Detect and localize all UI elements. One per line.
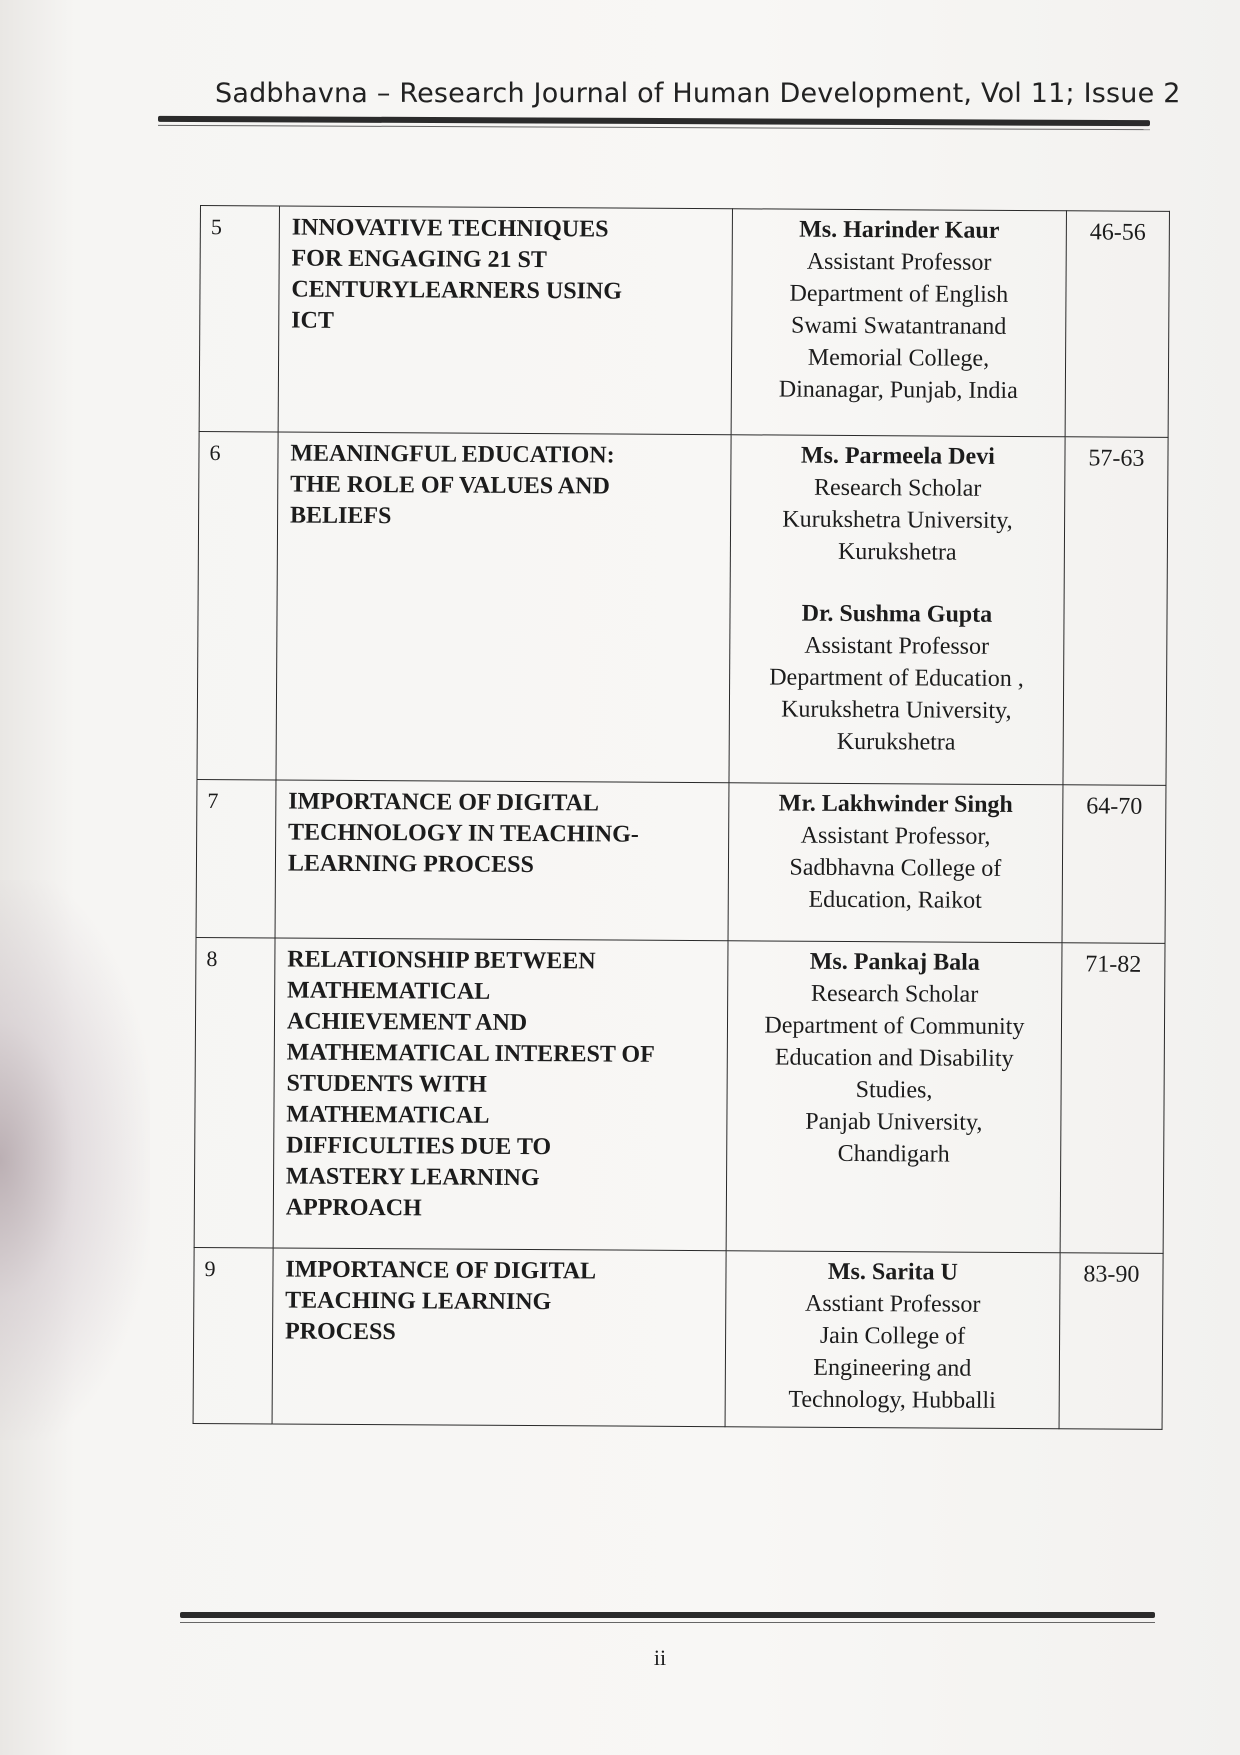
contents-row bbox=[199, 206, 1169, 438]
entry-title-line: FOR ENGAGING 21 ST bbox=[291, 245, 548, 274]
header-rule-thin bbox=[158, 125, 1150, 130]
author-gap bbox=[735, 567, 1060, 599]
entry-title bbox=[273, 1248, 726, 1350]
entry-title-line: PROCESS bbox=[284, 1318, 396, 1346]
author-name: Dr. Sushma Gupta bbox=[801, 600, 993, 628]
entry-authors-cell bbox=[725, 1251, 1060, 1429]
contents-row bbox=[194, 937, 1165, 1253]
author-affiliation-line: Research Scholar bbox=[810, 980, 979, 1008]
footer-rule bbox=[180, 1612, 1155, 1618]
entry-title-line: INNOVATIVE TECHNIQUES bbox=[291, 214, 609, 243]
entry-pages-cell bbox=[1062, 785, 1166, 944]
entry-title bbox=[279, 206, 732, 339]
entry-title-line: MATHEMATICAL INTEREST OF bbox=[286, 1039, 655, 1068]
entry-authors bbox=[726, 1251, 1060, 1427]
author-affiliation-line: Department of Community bbox=[764, 1012, 1025, 1041]
author-affiliation-line: Jain College of bbox=[819, 1322, 966, 1350]
entry-number-cell bbox=[193, 1247, 273, 1423]
entry-number: 7 bbox=[207, 788, 219, 814]
contents-row bbox=[197, 431, 1168, 785]
entry-page-range: 83-90 bbox=[1083, 1261, 1140, 1288]
author-affiliation-line: Department of Education , bbox=[769, 664, 1024, 693]
contents-row bbox=[196, 779, 1166, 943]
author-affiliation-line: Kurukshetra bbox=[837, 538, 957, 566]
entry-page-range: 64-70 bbox=[1086, 793, 1143, 820]
contents-row bbox=[193, 1247, 1163, 1429]
page-edge-shadow bbox=[0, 880, 150, 1440]
author-affiliation-line: Education, Raikot bbox=[808, 886, 982, 914]
entry-title-line: MASTERY LEARNING bbox=[285, 1163, 540, 1192]
entry-title-line: RELATIONSHIP BETWEEN bbox=[287, 946, 596, 975]
entry-title-line: IMPORTANCE OF DIGITAL bbox=[285, 1256, 597, 1285]
entry-title-cell bbox=[278, 206, 733, 435]
entry-title-line: MEANINGFUL EDUCATION: bbox=[290, 440, 615, 469]
entry-title-line: BELIEFS bbox=[289, 502, 392, 530]
author-affiliation-line: Memorial College, bbox=[807, 344, 990, 372]
entry-authors-cell bbox=[726, 941, 1062, 1253]
author-name: Mr. Lakhwinder Singh bbox=[778, 790, 1013, 818]
author-affiliation-line: Panjab University, bbox=[805, 1108, 983, 1136]
entry-title-line: TECHNOLOGY IN TEACHING- bbox=[287, 819, 639, 848]
author-affiliation-line: Swami Swatantranand bbox=[790, 312, 1007, 340]
entry-title bbox=[276, 780, 729, 882]
author-affiliation-line: Research Scholar bbox=[813, 474, 982, 502]
author-affiliation-line: Kurukshetra bbox=[836, 728, 956, 756]
author-affiliation-line: Chandigarh bbox=[837, 1140, 950, 1168]
entry-page-range: 57-63 bbox=[1088, 445, 1145, 472]
author-affiliation-line: Assistant Professor, bbox=[800, 822, 991, 850]
footer-rule-thin bbox=[180, 1622, 1155, 1623]
author-affiliation-line: Dinanagar, Punjab, India bbox=[778, 376, 1018, 404]
author-affiliation-line: Kurukshetra University, bbox=[782, 506, 1013, 534]
entry-title bbox=[278, 432, 731, 534]
entry-pages-cell bbox=[1063, 437, 1168, 786]
page-number: ii bbox=[653, 1645, 667, 1670]
entry-title-line: ACHIEVEMENT AND bbox=[286, 1008, 528, 1037]
entry-authors-cell bbox=[731, 209, 1066, 437]
entry-title bbox=[274, 938, 728, 1226]
entry-title-line: MATHEMATICAL bbox=[286, 1101, 490, 1129]
author-affiliation-line: Assistant Professor bbox=[804, 632, 990, 660]
author-affiliation-line: Engineering and bbox=[813, 1354, 972, 1382]
entry-title-line: DIFFICULTIES DUE TO bbox=[286, 1132, 552, 1161]
entry-authors bbox=[729, 783, 1063, 927]
entry-number-cell bbox=[196, 779, 276, 937]
entry-title-line: MATHEMATICAL bbox=[287, 977, 491, 1005]
entry-authors bbox=[732, 209, 1066, 417]
author-affiliation-line: Kurukshetra University, bbox=[781, 696, 1012, 724]
author-affiliation-line: Education and Disability bbox=[774, 1044, 1014, 1072]
author-name: Ms. Harinder Kaur bbox=[799, 216, 1000, 244]
entry-title-line: LEARNING PROCESS bbox=[287, 850, 534, 879]
entry-title-cell bbox=[276, 432, 731, 783]
entry-number: 5 bbox=[210, 214, 222, 240]
author-name: Ms. Parmeela Devi bbox=[800, 442, 995, 470]
contents-table-body bbox=[193, 206, 1169, 1430]
author-name: Ms. Pankaj Bala bbox=[809, 948, 980, 976]
entry-pages-cell bbox=[1060, 943, 1165, 1254]
entry-page-range: 71-82 bbox=[1085, 951, 1142, 978]
entry-number-cell bbox=[197, 431, 278, 779]
entry-number: 9 bbox=[204, 1256, 216, 1282]
entry-title-line: IMPORTANCE OF DIGITAL bbox=[288, 788, 600, 817]
author-name: Ms. Sarita U bbox=[827, 1258, 958, 1286]
entry-page-range: 46-56 bbox=[1089, 219, 1146, 246]
entry-number: 6 bbox=[209, 440, 221, 466]
entry-authors bbox=[727, 941, 1061, 1181]
entry-title-line: ICT bbox=[291, 307, 334, 334]
journal-header-title: Sadbhavna – Research Journal of Human Development, Vol 11; Issue 2 bbox=[215, 78, 1181, 109]
entry-title-line: THE ROLE OF VALUES AND bbox=[290, 471, 610, 500]
entry-authors bbox=[730, 435, 1065, 769]
entry-authors-cell bbox=[729, 435, 1065, 785]
entry-number: 8 bbox=[206, 946, 218, 972]
entry-authors-cell bbox=[728, 783, 1063, 943]
entry-title-line: APPROACH bbox=[285, 1194, 422, 1222]
entry-title-cell bbox=[273, 938, 728, 1251]
author-affiliation-line: Asstiant Professor bbox=[804, 1290, 981, 1318]
entry-number-cell bbox=[194, 937, 275, 1247]
contents-table bbox=[193, 205, 1170, 1430]
author-affiliation-line: Studies, bbox=[855, 1077, 933, 1104]
entry-title-cell bbox=[272, 1248, 726, 1427]
entry-title-cell bbox=[275, 780, 729, 941]
author-affiliation-line: Sadbhavna College of bbox=[789, 854, 1002, 882]
entry-title-line: TEACHING LEARNING bbox=[285, 1287, 552, 1316]
entry-pages-cell bbox=[1065, 211, 1170, 438]
entry-pages-cell bbox=[1059, 1253, 1163, 1430]
author-affiliation-line: Department of English bbox=[789, 280, 1009, 308]
entry-number-cell bbox=[199, 206, 279, 432]
entry-title-line: STUDENTS WITH bbox=[286, 1070, 487, 1098]
entry-title-line: CENTURYLEARNERS USING bbox=[291, 276, 623, 305]
author-affiliation-line: Assistant Professor bbox=[806, 248, 992, 276]
author-affiliation-line: Technology, Hubballi bbox=[788, 1386, 996, 1414]
